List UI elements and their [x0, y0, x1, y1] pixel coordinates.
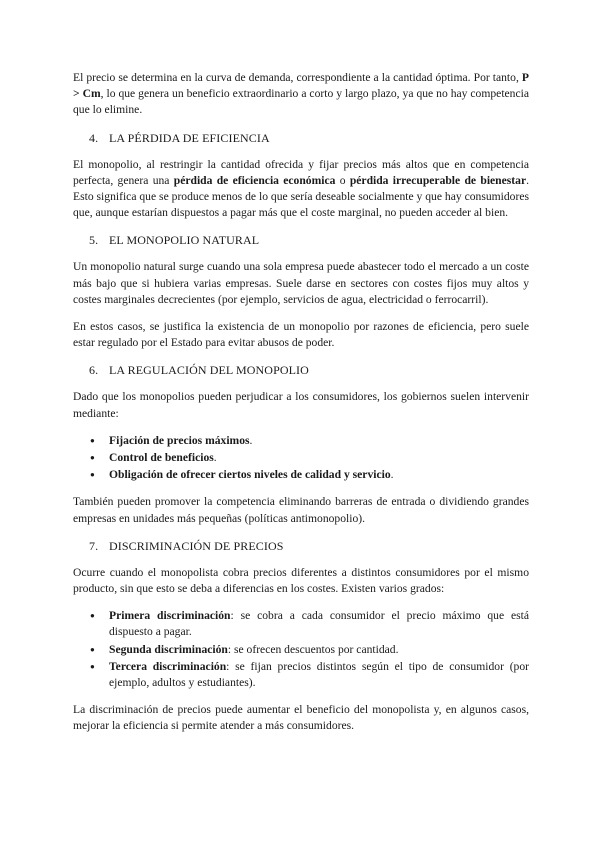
list-item: ● Primera discriminación: se cobra a cada consumidor el precio máximo que está dispuesto a pagar. — [109, 608, 529, 640]
paragraph-antitrust: También pueden promover la competencia eliminando barreras de entrada o dividiendo grandes empresas en unidades más pequeñas (políticas antimonopolio). — [73, 495, 529, 525]
section-title: LA PÉRDIDA DE EFICIENCIA — [109, 130, 270, 145]
list-item: ● Tercera discriminación: se fijan precios distintos según el tipo de consumidor (por ejemplo, adultos y estudiantes). — [109, 659, 529, 691]
section-title: LA REGULACIÓN DEL MONOPOLIO — [109, 363, 309, 378]
list-item: ● Segunda discriminación: se ofrecen descuentos por cantidad. — [109, 642, 529, 658]
section-heading-6 — [73, 362, 529, 378]
bold-term: pérdida irrecuperable de bienestar — [349, 173, 527, 187]
paragraph-discrimination-effects: La discriminación de precios puede aumentar el beneficio del monopolista y, en algunos casos, mejorar la eficiencia si permite atender a más consumidores. — [73, 703, 529, 733]
paragraph-intro: El precio se determina en la curva de demanda, correspondiente a la cantidad óptima. Por tanto, P > Cm, lo que genera un beneficio extraordinario a corto y largo plazo, ya que no hay competencia que lo elimine. — [73, 71, 529, 117]
section-number: 5. — [89, 233, 99, 248]
section-heading-4 — [73, 130, 529, 146]
list-item: ● Control de beneficios. — [109, 450, 529, 466]
section-heading-7 — [73, 538, 529, 554]
bold-term: P > Cm — [73, 71, 529, 101]
section-title: DISCRIMINACIÓN DE PRECIOS — [109, 538, 284, 553]
document-body — [73, 70, 529, 746]
paragraph-regulation-intro: Dado que los monopolios pueden perjudicar a los consumidores, los gobiernos suelen intervenir mediante: — [73, 390, 529, 420]
section-number: 4. — [89, 130, 99, 145]
list-item: ● Fijación de precios máximos. — [109, 433, 529, 449]
section-number: 6. — [89, 363, 99, 378]
discrimination-list — [73, 608, 529, 691]
paragraph-natural-monopoly-regulation: En estos casos, se justifica la existencia de un monopolio por razones de eficiencia, pero suele estar regulado por el Estado para evitar abusos de poder. — [73, 320, 529, 350]
paragraph-discrimination-intro: Ocurre cuando el monopolista cobra precios diferentes a distintos consumidores por el mismo producto, sin que esto se deba a diferencias en los costes. Existen varios grados: — [73, 565, 529, 596]
section-number: 7. — [89, 538, 99, 553]
regulation-list — [73, 433, 529, 484]
paragraph-efficiency-loss: El monopolio, al restringir la cantidad ofrecida y fijar precios más altos que en competencia perfecta, genera una pérdida de eficiencia económica o pérdida irrecuperable de bienestar. Esto significa que se produce menos de lo que sería deseable socialmente y que hay consumidores que, aunque estarían dispuestos a pagar más que el coste marginal, no pueden acceder al bien. — [73, 157, 530, 220]
section-heading-5 — [73, 232, 529, 248]
section-title: EL MONOPOLIO NATURAL — [109, 233, 260, 248]
bold-term: pérdida de eficiencia económica — [173, 173, 336, 187]
list-item: ● Obligación de ofrecer ciertos niveles de calidad y servicio. — [109, 467, 529, 483]
paragraph-natural-monopoly: Un monopolio natural surge cuando una sola empresa puede abastecer todo el mercado a un coste más bajo que si hubiera varias empresas. Suele darse en sectores con costes fijos muy altos y costes marginales decrecientes (por ejemplo, servicios de agua, electricidad o ferrocarril). — [73, 260, 529, 306]
